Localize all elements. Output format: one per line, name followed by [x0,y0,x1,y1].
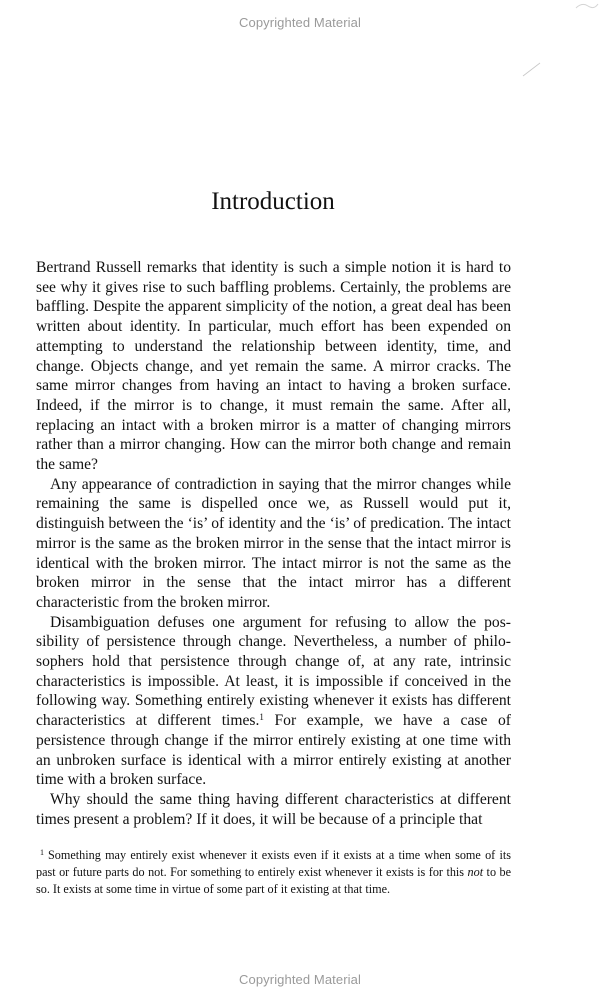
pencil-mark [520,60,544,78]
footnote-text-a: Something may entirely exist whenever it exists even if it exists at a time when some of its past or future parts do not. For something to entirely exist whenever it exists is for this [36,848,511,879]
footnote-emphasis: not [467,865,484,879]
paragraph-4: Why should the same thing having different characteristics at different times present a problem? If it does, it will be because of a principle that [36,790,511,828]
watermark-bottom: Copyrighted Material [239,972,361,987]
chapter-title: Introduction [211,188,335,215]
body-text [36,258,511,829]
paragraph-3-text-b: For example, we have a case of persistence through change if the mirror entirely existing at one time with an unbroken surface is identical with a mirror entirely existing at another time with a broken surface. [36,712,511,789]
paragraph-1: Bertrand Russell remarks that identity is such a simple notion it is hard to see why it gives rise to such baffling problems. Certainly, the problems are baffling. Despite the apparent simplicity of the notion, a great deal has been written about identity. In particular, much effort has been expended on attempting to understand the relationship between identity, time, and change. Objects change, and yet remain the same. A mirror cracks. The same mirror changes from having an intact to having a broken surface. Indeed, if the mirror is to change, it must remain the same. After all, replacing an intact with a broken mirror is a matter of changing mirrors rather than a mirror changing. How can the mirror both change and remain the same? [36,259,511,474]
watermark-top: Copyrighted Material [239,15,361,30]
paragraph-2: Any appearance of contradiction in saying that the mirror changes while remaining the same is dispelled once we, as Russell would put it, distinguish between the ‘is’ of identity and the ‘is’ of predication. The intact mirror is the same as the broken mirror in the sense that the intact mirror is identical with the broken mirror. The intact mirror is not the same as the broken mirror in the sense that the intact mirror has a different characteristic from the broken mirror. [36,475,511,611]
footnote-mark: 1 [40,848,44,857]
footnote [36,847,511,898]
footnote-text-b: to be so. It exists at some time in virtue of some part of it existing at that time. [36,865,511,896]
scan-artifact-mark [570,0,600,14]
footnote-reference[interactable]: 1 [259,712,264,723]
paragraph-3-text-a: Disambiguation defuses one argument for refusing to allow the possibility of persistence through change. Nevertheless, a number of philosophers hold that persistence through change of, at any rate, intrinsic characteristics is impossible. At least, it is impossible if conceived in the following way. Something entirely existing whenever it exists has different characteristics at different times. [36,613,511,730]
paragraph-3 [36,613,511,790]
